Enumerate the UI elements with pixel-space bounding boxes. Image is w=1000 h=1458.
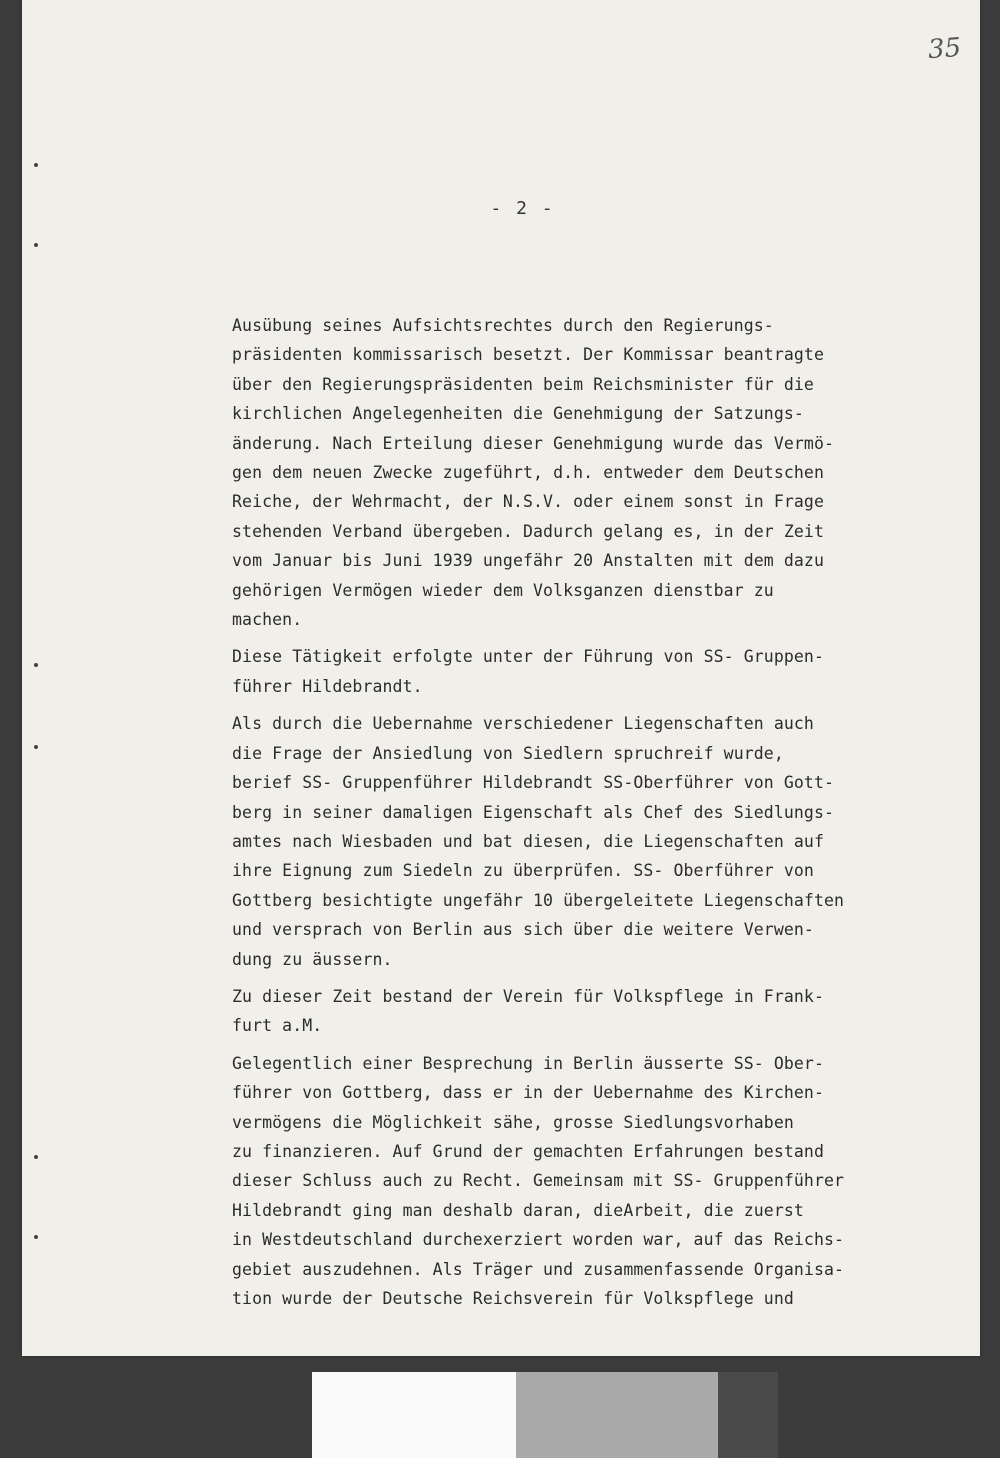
text-line: ihre Eignung zum Siedeln zu überprüfen. SS- Oberführer von bbox=[232, 861, 814, 881]
text-line: dieser Schluss auch zu Recht. Gemeinsam mit SS- Gruppenführer bbox=[232, 1171, 845, 1191]
text-line: änderung. Nach Erteilung dieser Genehmigung wurde das Vermö- bbox=[232, 433, 835, 453]
text-line: Diese Tätigkeit erfolgte unter der Führung von SS- Gruppen- bbox=[232, 647, 824, 667]
typed-body-text bbox=[232, 311, 962, 1321]
text-line: Reiche, der Wehrmacht, der N.S.V. oder einem sonst in Frage bbox=[232, 492, 824, 512]
text-line: Zu dieser Zeit bestand der Verein für Volkspflege in Frank- bbox=[232, 986, 824, 1006]
text-line: zu finanzieren. Auf Grund der gemachten Erfahrungen bestand bbox=[232, 1141, 824, 1161]
page-number: - 2 - bbox=[490, 198, 555, 219]
text-line: Gelegentlich einer Besprechung in Berlin äusserte SS- Ober- bbox=[232, 1053, 824, 1073]
margin-mark bbox=[34, 745, 38, 749]
text-line: Hildebrandt ging man deshalb daran, dieArbeit, die zuerst bbox=[232, 1200, 804, 1220]
calibration-strip-gray bbox=[516, 1372, 718, 1458]
text-line: vom Januar bis Juni 1939 ungefähr 20 Anstalten mit dem dazu bbox=[232, 551, 824, 571]
margin-mark bbox=[34, 1235, 38, 1239]
text-line: gebiet auszudehnen. Als Träger und zusammenfassende Organisa- bbox=[232, 1259, 845, 1279]
text-line: machen. bbox=[232, 610, 303, 630]
paragraph bbox=[232, 709, 962, 974]
margin-mark bbox=[34, 243, 38, 247]
text-line: die Frage der Ansiedlung von Siedlern spruchreif wurde, bbox=[232, 743, 784, 763]
text-line: führer von Gottberg, dass er in der Uebernahme des Kirchen- bbox=[232, 1083, 824, 1103]
margin-mark bbox=[34, 663, 38, 667]
text-line: vermögens die Möglichkeit sähe, grosse Siedlungsvorhaben bbox=[232, 1112, 794, 1132]
text-line: Ausübung seines Aufsichtsrechtes durch den Regierungs- bbox=[232, 316, 774, 335]
folio-number: 35 bbox=[926, 32, 963, 66]
paragraph bbox=[232, 642, 962, 701]
text-line: gehörigen Vermögen wieder dem Volksganzen dienstbar zu bbox=[232, 580, 774, 600]
text-line: Als durch die Uebernahme verschiedener Liegenschaften auch bbox=[232, 714, 814, 734]
text-line: und versprach von Berlin aus sich über die weitere Verwen- bbox=[232, 920, 814, 940]
calibration-strip-white bbox=[312, 1372, 516, 1458]
text-line: furt a.M. bbox=[232, 1016, 323, 1036]
paragraph bbox=[232, 982, 962, 1041]
text-line: gen dem neuen Zwecke zugeführt, d.h. entweder dem Deutschen bbox=[232, 463, 824, 483]
text-line: dung zu äussern. bbox=[232, 949, 393, 969]
text-line: kirchlichen Angelegenheiten die Genehmigung der Satzungs- bbox=[232, 404, 804, 424]
text-line: amtes nach Wiesbaden und bat diesen, die Liegenschaften auf bbox=[232, 831, 824, 851]
text-line: tion wurde der Deutsche Reichsverein für Volkspflege und bbox=[232, 1289, 794, 1308]
text-line: führer Hildebrandt. bbox=[232, 676, 423, 696]
text-line: Gottberg besichtigte ungefähr 10 übergeleitete Liegenschaften bbox=[232, 890, 845, 910]
calibration-strip-dark bbox=[718, 1372, 778, 1458]
paragraph bbox=[232, 1049, 962, 1314]
text-line: über den Regierungspräsidenten beim Reichsminister für die bbox=[232, 374, 814, 394]
paragraph bbox=[232, 311, 962, 634]
margin-mark bbox=[34, 163, 38, 167]
text-line: in Westdeutschland durchexerziert worden war, auf das Reichs- bbox=[232, 1230, 845, 1250]
margin-mark bbox=[34, 1155, 38, 1159]
text-line: berg in seiner damaligen Eigenschaft als Chef des Siedlungs- bbox=[232, 802, 835, 822]
text-line: berief SS- Gruppenführer Hildebrandt SS-Oberführer von Gott- bbox=[232, 773, 835, 793]
text-line: präsidenten kommissarisch besetzt. Der Kommissar beantragte bbox=[232, 345, 824, 365]
text-line: stehenden Verband übergeben. Dadurch gelang es, in der Zeit bbox=[232, 521, 824, 541]
